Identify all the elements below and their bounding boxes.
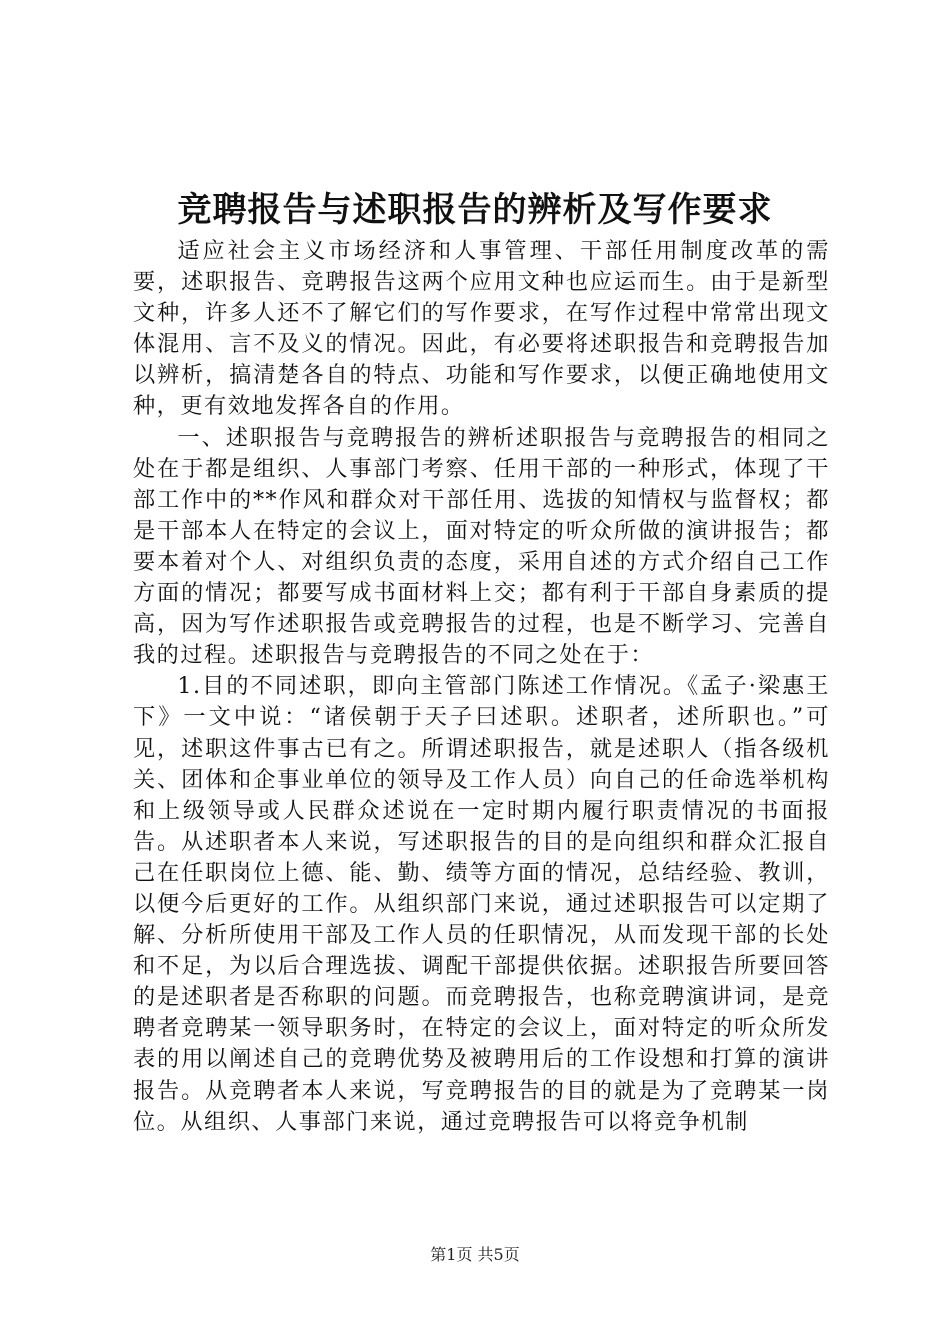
document-title: 竞聘报告与述职报告的辨析及写作要求 bbox=[177, 190, 773, 230]
paragraph-section-one: 一、述职报告与竞聘报告的辨析述职报告与竞聘报告的相同之处在于都是组织、人事部门考察、任用干部的一种形式，体现了干部工作中的**作风和群众对干部任用、选拔的知情权与监督权；都是干部本人在特定的会议上，面对特定的听众所做的演讲报告；都要本着对个人、对组织负责的态度，采用自述的方式介绍自己工作方面的情况；都要写成书面材料上交；都有利于干部自身素质的提高，因为写作述职报告或竞聘报告的过程，也是不断学习、完善自我的过程。述职报告与竞聘报告的不同之处在于： bbox=[133, 424, 830, 669]
document-body bbox=[133, 236, 830, 1138]
paragraph-intro: 适应社会主义市场经济和人事管理、干部任用制度改革的需要，述职报告、竞聘报告这两个应用文种也应运而生。由于是新型文种，许多人还不了解它们的写作要求，在写作过程中常常出现文体混用、言不及义的情况。因此，有必要将述职报告和竞聘报告加以辨析，搞清楚各自的特点、功能和写作要求，以便正确地使用文种，更有效地发挥各自的作用。 bbox=[133, 238, 830, 420]
paragraph-purpose: 1.目的不同述职，即向主管部门陈述工作情况。《孟子·梁惠王下》一文中说：“诸侯朝于天子曰述职。述职者，述所职也。”可见，述职这件事古已有之。所谓述职报告，就是述职人（指各级机关、团体和企事业单位的领导及工作人员）向自己的任命选举机构和上级领导或人民群众述说在一定时期内履行职责情况的书面报告。从述职者本人来说，写述职报告的目的是向组织和群众汇报自己在任职岗位上德、能、勤、绩等方面的情况，总结经验、教训，以便今后更好的工作。从组织部门来说，通过述职报告可以定期了解、分析所使用干部及工作人员的任职情况，从而发现干部的长处和不足，为以后合理选拔、调配干部提供依据。述职报告所要回答的是述职者是否称职的问题。而竞聘报告，也称竞聘演讲词，是竞聘者竞聘某一领导职务时，在特定的会议上，面对特定的听众所发表的用以阐述自己的竞聘优势及被聘用后的工作设想和打算的演讲报告。从竞聘者本人来说，写竞聘报告的目的就是为了竞聘某一岗位。从组织、人事部门来说，通过竞聘报告可以将竞争机制 bbox=[133, 673, 830, 1135]
page-number-footer: 第1页 共5页 bbox=[430, 1245, 520, 1264]
